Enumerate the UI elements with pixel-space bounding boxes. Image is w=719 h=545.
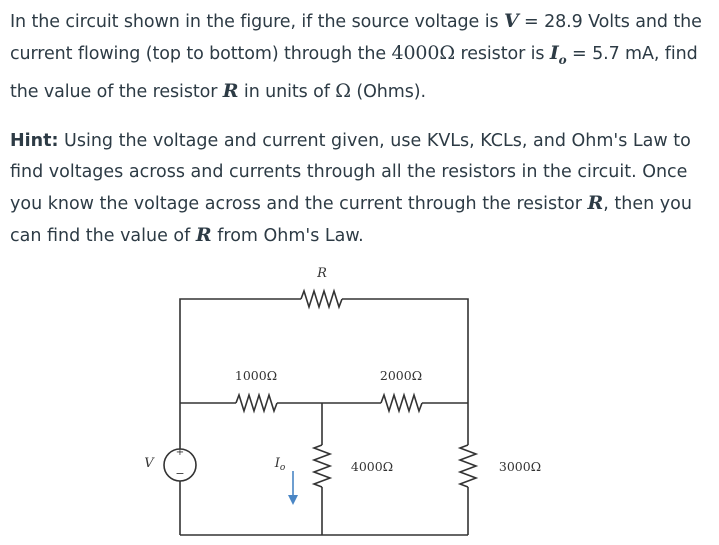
voltage-symbol: V [503,10,519,32]
label-V: V [144,456,154,471]
resistor-R [301,291,342,307]
hint-paragraph: Hint: Using the voltage and current given, use KVLs, KCLs, and Ohm's Law to find voltages across and currents through all the resistors in the circuit. Once you know the voltage across and the current through the resistor R, then you can find the value of R from Ohm's Law. [10,130,692,246]
label-1000: 1000Ω [234,368,278,383]
label-plus: + [175,447,185,458]
arrow-head-icon [288,495,298,505]
label-2000: 2000Ω [379,368,423,383]
resistor-3000 [460,445,476,487]
resistor-1000 [236,395,277,411]
resistance-value: 4000Ω [391,42,456,64]
ohm-symbol: Ω [335,79,351,102]
question-paragraph: In the circuit shown in the figure, if the source voltage is V = 28.9 Volts and the current flowing (top to bottom) through the 4000Ω resistor is $I_o = 5.7$ mA, find the value of the resistor R in units of Ω (Ohms). [10,10,702,102]
resistor-symbol: R [587,191,604,214]
label-4000: 4000Ω [350,459,394,474]
problem-text [10,6,712,252]
resistor-symbol: R [195,223,212,246]
label-minus: − [175,467,185,480]
circuit-diagram [0,255,719,545]
top-wire-right [342,299,468,403]
label-3000: 3000Ω [498,459,542,474]
label-R: R [317,266,327,281]
resistor-2000 [381,395,422,411]
label-Io: $I_o$ [274,456,286,473]
top-wire-left [180,299,301,377]
resistor-symbol: R [222,79,239,102]
hint-label: Hint: [10,130,59,151]
current-symbol: $I_o$ [549,42,567,67]
resistor-4000 [314,445,330,487]
